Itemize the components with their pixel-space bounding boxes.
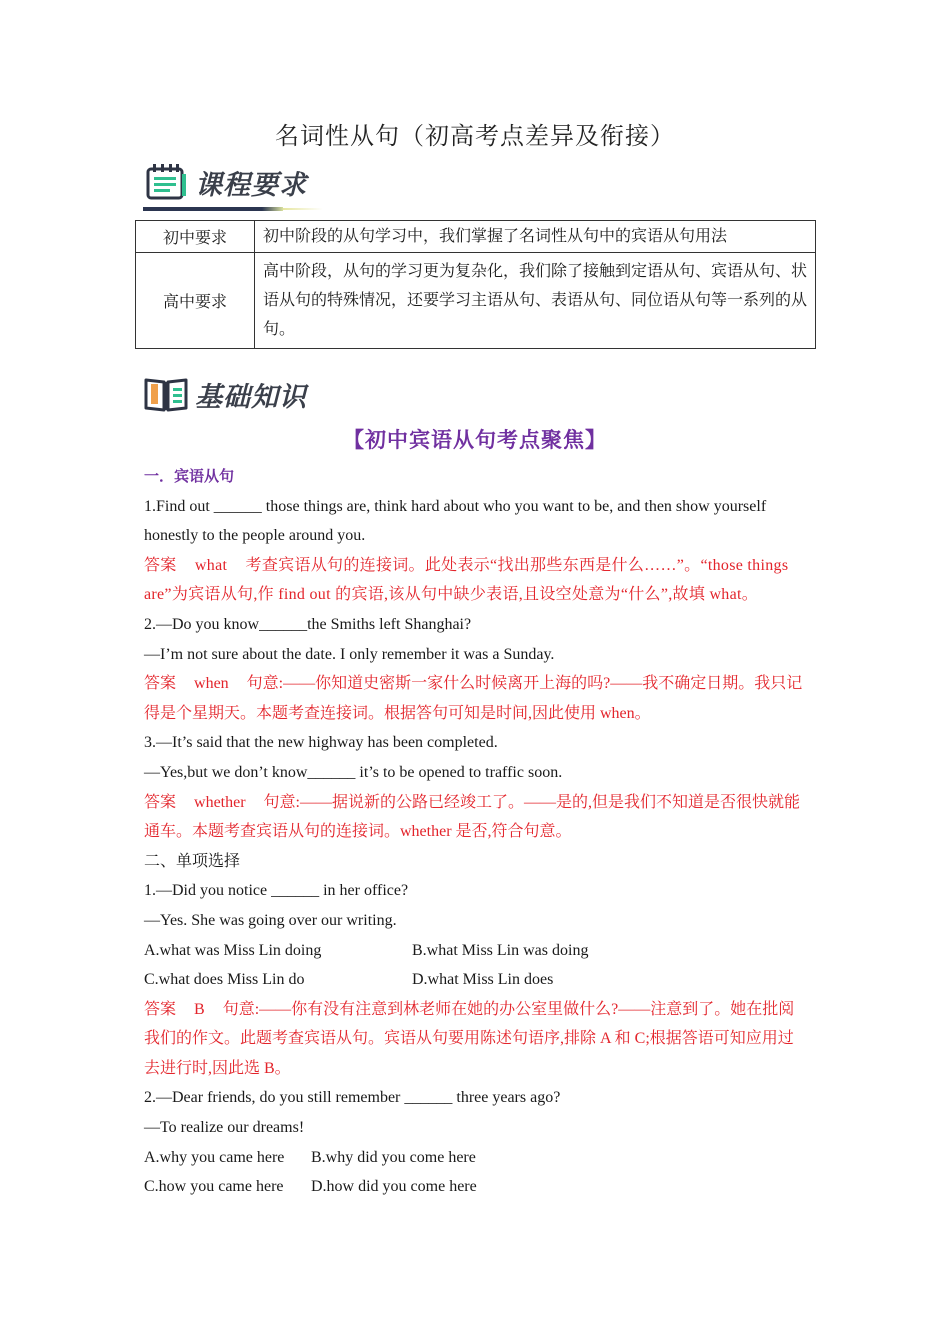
requirements-table (135, 220, 816, 349)
document-title: 名词性从句（初高考点差异及衔接） (275, 124, 675, 150)
option-b: B.why did you come here (311, 1148, 476, 1166)
answer-explanation: 句意:——据说新的公路已经竣工了。——是的,但是我们不知道是否很快就能通车。本题考查宾语从句的连接词。whether 是否,符合句意。 (144, 793, 800, 841)
part-title: 一．宾语从句 (144, 467, 235, 485)
answer-block (144, 995, 808, 1084)
answer-value: when (194, 675, 229, 693)
option-d: D.what Miss Lin does (412, 971, 554, 989)
section-title: 课程要求 (195, 169, 307, 201)
answer-block (144, 669, 808, 728)
answer-explanation: 考查宾语从句的连接词。此处表示“找出那些东西是什么……”。“those things are”为宾语从句,作 find out 的宾语,该从句中缺少表语,且设空处意为“什么”,故填 what。 (144, 556, 789, 604)
question-stem: 2.—Dear friends, do you still remember ______ three years ago? (144, 1089, 561, 1107)
answer-value: what (194, 556, 228, 574)
option-a: A.why you came here (144, 1148, 285, 1166)
section-header-course-requirements (143, 160, 307, 204)
table-cell-key: 初中要求 (136, 221, 255, 253)
section-title: 基础知识 (195, 381, 307, 413)
topic-heading: 【初中宾语从句考点聚焦】 (343, 428, 607, 452)
answer-label: 答案 (144, 1000, 177, 1018)
answer-label: 答案 (144, 675, 177, 693)
answer-block (144, 551, 808, 610)
part-title: 二、单项选择 (144, 852, 241, 870)
answer-block (144, 788, 808, 847)
question-reply: —I’m not sure about the date. I only remember it was a Sunday. (144, 645, 555, 663)
question-stem: 3.—It’s said that the new highway has been completed. (144, 734, 498, 752)
question-stem: 2.—Do you know______the Smiths left Shanghai? (144, 615, 472, 633)
option-d: D.how did you come here (311, 1178, 477, 1196)
notebook-icon (143, 162, 189, 202)
option-a: A.what was Miss Lin doing (144, 941, 322, 959)
option-b: B.what Miss Lin was doing (412, 941, 589, 959)
option-c: C.what does Miss Lin do (144, 971, 305, 989)
question-reply: —Yes,but we don’t know______ it’s to be opened to traffic soon. (144, 763, 563, 781)
question-reply: —To realize our dreams! (144, 1119, 305, 1137)
table-cell-value: 初中阶段的从句学习中，我们掌握了名词性从句中的宾语从句用法 (255, 221, 816, 253)
answer-explanation: 句意:——你知道史密斯一家什么时候离开上海的吗?——我不确定日期。我只记得是个星期天。本题考查连接词。根据答句可知是时间,因此使用 when。 (144, 675, 803, 722)
table-row (136, 221, 816, 253)
question-stem: 1.Find out ______ those things are, think hard about who you want to be, and then show yourself honestly to the people around you. (144, 497, 767, 545)
question-stem: 1.—Did you notice ______ in her office? (144, 882, 409, 900)
options-row (144, 1143, 808, 1173)
table-cell-key: 高中要求 (136, 253, 255, 349)
table-cell-value: 高中阶段，从句的学习更为复杂化，我们除了接触到定语从句、宾语从句、状语从句的特殊情况，还要学习主语从句、表语从句、同位语从句等一系列的从句。 (255, 253, 816, 349)
answer-label: 答案 (144, 556, 177, 574)
options-row (144, 936, 808, 966)
option-c: C.how you came here (144, 1178, 284, 1196)
answer-value: whether (194, 793, 246, 811)
open-book-icon (143, 374, 189, 414)
answer-value: B (194, 1000, 205, 1018)
options-row (144, 965, 808, 995)
section-underline-fade (283, 208, 323, 210)
content-body (144, 462, 808, 1202)
section-header-basic-knowledge (143, 372, 307, 416)
section-underline (143, 207, 283, 211)
table-row (136, 253, 816, 349)
question-reply: —Yes. She was going over our writing. (144, 911, 397, 929)
answer-label: 答案 (144, 793, 177, 811)
options-row (144, 1172, 808, 1202)
answer-explanation: 句意:——你有没有注意到林老师在她的办公室里做什么?——注意到了。她在批阅我们的作文。此题考查宾语从句。宾语从句要用陈述句语序,排除 A 和 C;根据答语可知应用过去进行时,因此选 B。 (144, 1000, 795, 1077)
